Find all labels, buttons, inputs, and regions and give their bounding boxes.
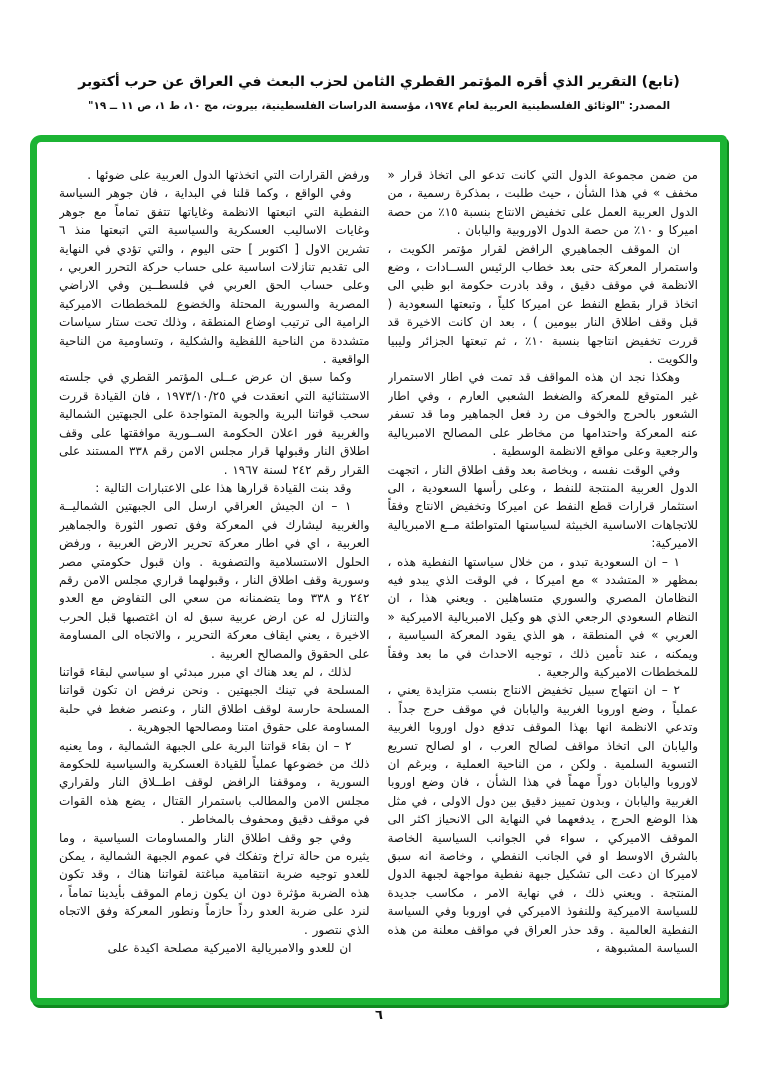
paragraph: ٢ – ان بقاء قواتنا البرية على الجبهة الشمالية ، وما يعنيه ذلك من خضوعها عملياً للقيادة العسكرية والسياسية للحكومة السورية ، وموقفنا الرافض لوقف اطــلاق النار ولقراري مجلس الامن والمطالب باستمرار القتال ، يضع هذه القوات في موقف دقيق ومحفوف بالمخاطر . [59, 738, 370, 827]
paragraph: وفي الواقع ، وكما قلنا في البداية ، فان جوهر السياسة النفطية التي اتبعتها الانظمة وغاياتها تتفق تماماً مع جوهر وغايات الاساليب العسكرية والسياسية التي اتبعتها منذ ٦ تشرين الاول [ اكتوبر ] حتى اليوم ، والتي تؤدي في النهاية الى تقديم تنازلات اساسية على حساب حركة التحرر العربي ، وعلى حساب الحق العربي في فلسطــين وفي الاراضي المصرية والسورية المحتلة والخضوع للمخططات الاميركية الرامية الى ترتيب اوضاع المنطقة ، وذلك تحت ستار سياسات متشددة من الناحية اللفظية والشكلية ، وتساومية من الناحية الواقعية . [59, 186, 370, 367]
column-right [388, 166, 699, 988]
paragraph: وفي جو وقف اطلاق النار والمساومات السياسية ، وما يثيره من حالة تراخ وتفكك في عموم الجبهة الشمالية ، يمكن للعدو توجيه ضربة انتقامية مباغتة لقواتنا هناك ، وقد تكون هذه الضربة مؤثرة دون ان يكون زمام الموقف بأيدينا تماماً ، لنرد على ضربة العدو رداً حازماً ونطور المعركة وفق الاتجاه الذي نتصور . [59, 830, 370, 937]
paragraph: وكما سبق ان عرض عــلى المؤتمر القطري في جلسته الاستثنائية التي انعقدت في ١٩٧٣/١٠/٢٥ ، فان القيادة قررت سحب قواتنا البرية والجوية المتواجدة على الجبهتين الشمالية والغربية فور اعلان الحكومة الســورية موافقتها على وقف اطلاق النار وقبولها قرار مجلس الامن رقم ٣٣٨ المستند على القرار رقم ٢٤٢ لسنة ١٩٦٧ . [59, 370, 370, 477]
paragraph: ان للعدو والامبريالية الاميركية مصلحة اكيدة على [107, 941, 352, 956]
page-number: ٦ [375, 1008, 383, 1023]
paragraph: ان الموقف الجماهيري الرافض لقرار مؤتمر الكويت ، واستمرار المعركة حتى بعد خطاب الرئيس الســادات ، وضع الانظمة في موقف دقيق ، وقد بادرت حكومة ابو ظبي الى اتخاذ قرار بقطع النفط عن اميركا كلياً ، وتبعتها السعودية ( قبل وقف اطلاق النار بيومين ) ، بعد ان كانت الاخيرة قد قررت تخفيض انتاجها بنسبة ١٠٪ ، ثم تبعتها الجزائر وليبيا والكويت . [387, 241, 698, 367]
paragraph: لذلك ، لم يعد هناك اي مبرر مبدئي او سياسي لبقاء قواتنا المسلحة في تينك الجبهتين . ونحن نرفض ان تكون قواتنا المسلحة حارسة لوقف اطلاق النار ، وعنصر ضغط في حلبة المساومة على حقوق امتنا ومصالحها الجوهرية . [59, 664, 370, 735]
paragraph: وفي الوقت نفسه ، وبخاصة بعد وقف اطلاق النار ، اتجهت الدول العربية المنتجة للنفط ، وعلى رأسها السعودية ، الى استثمار قرارات قطع النفط عن اميركا وتخفيض الانتاج وفقاً للاتجاهات الاساسية الخبيثة لسياستها المتواطئة مــع الامبريالية الاميركية: [387, 462, 698, 551]
source-citation: المصدر: "الوثائق الفلسطينية العربية لعام ١٩٧٤، مؤسسة الدراسات الفلسطينية، بيروت، مج ١٠، ط ١، ص ١١ ــ ١٩" [87, 100, 671, 112]
paragraph: ٢ – ان انتهاج سبيل تخفيض الانتاج بنسب متزايدة يعني ، عملياً ، وضع اوروبا الغربية واليابان في موقف حرج جداً . وتدعي الانظمة انها بهذا الموقف تدفع دول اوروبا الغربية واليابان الى اتخاذ مواقف لصالح العرب ، او لصالح تسريع التسوية السلمية . ولكن ، من الناحية العملية ، وبرغم ان لاوروبا واليابان دوراً مهماً في هذا الشأن ، فان وضع اوروبا الغربية واليابان ، وبدون تمييز دقيق بين دول الاولى ، في مثل هذا الوضع الحرج ، يدفعهما في النهاية الى الانحياز اكثر الى الموقف الاميركي ، سواء في الجوانب السياسية الخاصة بالشرق الاوسط او في الجانب النفطي ، وخاصة انه سبق لاميركا ان دعت الى تشكيل جبهة نفطية مواجهة لجبهة الدول المنتجة . ويعني ذلك ، في نهاية الامر ، مكاسب جديدة للسياسة الاميركية وللنفوذ الاميركي في اوروبا وفي السياسة النفطية العالمية . وقد حذر العراق في مواقف معلنة من هذه السياسة المشبوهة ، [387, 683, 698, 956]
paragraph: ١ – ان الجيش العراقي ارسل الى الجبهتين الشماليــة والغربية ليشارك في المعركة وفق تصور الثورة والجماهير العربية ، اي في اطار معركة تحرير الارض العربية ، ورفض الحلول الاستسلامية والتصفوية . وان قبول حكومتي مصر وسورية وقف اطلاق النار ، وقبولهما قراري مجلس الامن رقم ٢٤٢ و ٣٣٨ وما يتضمنانه من سعي الى التفاوض مع العدو والتنازل له عن ارض عربية سبق له ان اغتصبها قبل الحرب الاخيرة ، يعني ايقاف معركة التحرير ، والاتجاه الى المساومة على الحقوق والمصالح العربية . [59, 499, 370, 661]
two-column-layout [37, 142, 720, 998]
column-left [59, 166, 370, 988]
document-frame [30, 135, 727, 1005]
paragraph: ورفض القرارات التي اتخذتها الدول العربية على ضوئها . [87, 168, 370, 182]
paragraph: من ضمن مجموعة الدول التي كانت تدعو الى اتخاذ قرار « مخفف » في هذا الشأن ، حيث طلبت ، بمذكرة رسمية ، من الدول العربية العمل على تخفيض الانتاج بنسبة ١٥٪ من حصة اميركا و ١٠٪ من حصة الدول الاوروبية واليابان . [387, 168, 698, 238]
page-title: (تابع) التقرير الذي أقره المؤتمر القطري الثامن لحزب البعث في العراق عن حرب أكتوبر [78, 74, 680, 90]
paragraph: وقد بنت القيادة قرارها هذا على الاعتبارات التالية : [95, 480, 352, 495]
paragraph: وهكذا نجد ان هذه المواقف قد تمت في اطار الاستمرار غير المتوقع للمعركة والضغط الشعبي العارم ، وفي اطار الشعور بالحرج والخوف من رد فعل الجماهير وما قد تسفر عنه المعركة واحتدامها من مخاطر على المصالح الامبريالية والرجعية وعلى مواقع الانظمة الوسطية . [387, 370, 698, 459]
paragraph: ١ – ان السعودية تبدو ، من خلال سياستها النفطية هذه ، بمظهر « المتشدد » مع اميركا ، في الوقت الذي يبدو فيه النظامان المصري والسوري متساهلين . ويعني هذا ، ان النظام السعودي الرجعي الذي هو وكيل الامبريالية الاميركية « العربي » في المنطقة ، هو الذي يقود المعركة السياسية ، ويمكنه ، عند تأمين ذلك ، توجيه الاحداث في ما بعد وفقاً للمخططات الاميركية والرجعية . [387, 554, 698, 679]
